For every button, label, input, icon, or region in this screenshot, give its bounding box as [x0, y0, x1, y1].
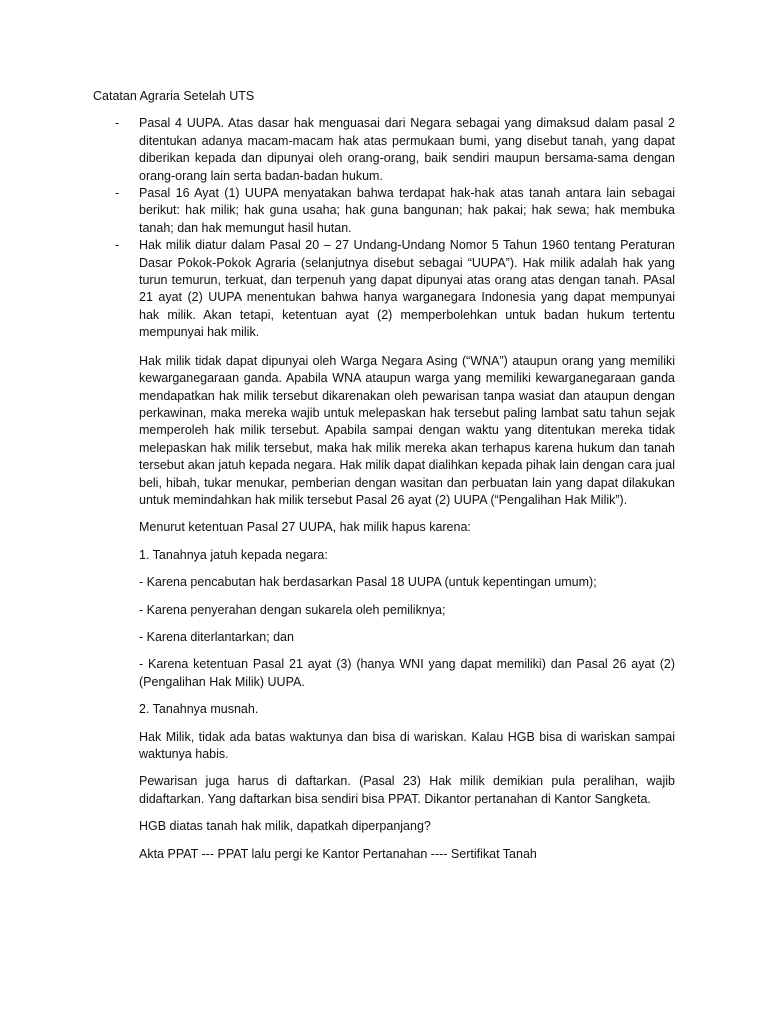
paragraph-pewarisan: Pewarisan juga harus di daftarkan. (Pasal 23) Hak milik demikian pula peralihan, wajib didaftarkan. Yang daftarkan bisa sendiri bisa PPAT. Dikantor pertanahan di Kantor Sangketa. — [139, 774, 675, 806]
bullet-list — [93, 115, 675, 341]
list-item-penyerahan: - Karena penyerahan dengan sukarela oleh pemiliknya; — [139, 602, 446, 617]
bullet-text: Pasal 16 Ayat (1) UUPA menyatakan bahwa terdapat hak-hak atas tanah antara lain sebagai berikut: hak milik; hak guna usaha; hak guna bangunan; hak pakai; hak sewa; hak membuka tanah; dan hak memungut hasil hutan. — [139, 186, 675, 235]
bullet-item-pasal-4 — [93, 115, 675, 185]
list-item-jatuh-negara: 1. Tanahnya jatuh kepada negara: — [139, 547, 328, 562]
bullet-item-hak-milik — [93, 237, 675, 341]
bullet-dash: - — [115, 238, 120, 253]
paragraph-pasal-27: Menurut ketentuan Pasal 27 UUPA, hak milik hapus karena: — [139, 520, 471, 535]
bullet-dash: - — [115, 186, 120, 201]
bullet-text: Hak milik diatur dalam Pasal 20 – 27 Undang-Undang Nomor 5 Tahun 1960 tentang Peraturan Dasar Pokok-Pokok Agraria (selanjutnya disebut sebagai “UUPA”). Hak milik adalah hak yang turun temurun, terkuat, dan terpenuh yang dapat dipunyai atas orang atas dengan tanah. PAsal 21 ayat (2) UUPA menentukan bahwa hanya warganegara Indonesia yang dapat mempunyai hak milik. Akan tetapi, ketentuan ayat (2) memperbolehkan untuk badan hukum tertentu mempunyai hak milik. — [139, 238, 675, 340]
paragraph-hgb-question: HGB diatas tanah hak milik, dapatkah diperpanjang? — [139, 819, 431, 834]
bullet-item-pasal-16 — [93, 185, 675, 237]
bullet-text: Pasal 4 UUPA. Atas dasar hak menguasai dari Negara sebagai yang dimaksud dalam pasal 2 ditentukan adanya macam-macam hak atas permukaan bumi, yang disebut tanah, yang dapat diberikan kepada dan dipunyai oleh orang-orang, baik sendiri maupun bersama-sama dengan orang-orang lain serta badan-badan hukum. — [139, 116, 675, 183]
bullet-dash: - — [115, 116, 120, 131]
list-item-pencabutan: - Karena pencabutan hak berdasarkan Pasal 18 UUPA (untuk kepentingan umum); — [139, 575, 597, 590]
list-item-ketentuan: - Karena ketentuan Pasal 21 ayat (3) (hanya WNI yang dapat memiliki) dan Pasal 26 ayat (2) (Pengalihan Hak Milik) UUPA. — [139, 657, 675, 689]
document-title: Catatan Agraria Setelah UTS — [93, 89, 255, 103]
paragraph-batas-waktu: Hak Milik, tidak ada batas waktunya dan bisa di wariskan. Kalau HGB bisa di wariskan sampai waktunya habis. — [139, 729, 675, 761]
list-item-diterlantarkan: - Karena diterlantarkan; dan — [139, 629, 294, 644]
paragraph-akta-ppat: Akta PPAT --- PPAT lalu pergi ke Kantor Pertanahan ---- Sertifikat Tanah — [139, 846, 537, 861]
paragraph-wna: Hak milik tidak dapat dipunyai oleh Warga Negara Asing (“WNA”) ataupun orang yang memiliki kewarganegaraan ganda. Apabila WNA ataupun warga yang memiliki kewarganegaraan ganda mendapatkan hak milik tersebut dikarenakan oleh pewarisan tanpa wasiat dan ataupun dengan perkawinan, maka mereka wajib untuk melepaskan hak tersebut paling lambat satu tahun sejak memperoleh hak milik tersebut. Apabila sampai dengan waktu yang ditentukan mereka tidak melepaskan hak milik tersebut, maka hak milik mereka akan terhapus karena hukum dan tanah tersebut akan jatuh kepada negara. Hak milik dapat dialihkan kepada pihak lain dengan cara jual beli, hibah, tukar menukar, pemberian dengan wasitan dan perbuatan lain yang dapat dilakukan untuk memindahkan hak milik tersebut Pasal 26 ayat (2) UUPA (“Pengalihan Hak Milik”). — [139, 353, 675, 507]
list-item-musnah: 2. Tanahnya musnah. — [139, 702, 259, 717]
